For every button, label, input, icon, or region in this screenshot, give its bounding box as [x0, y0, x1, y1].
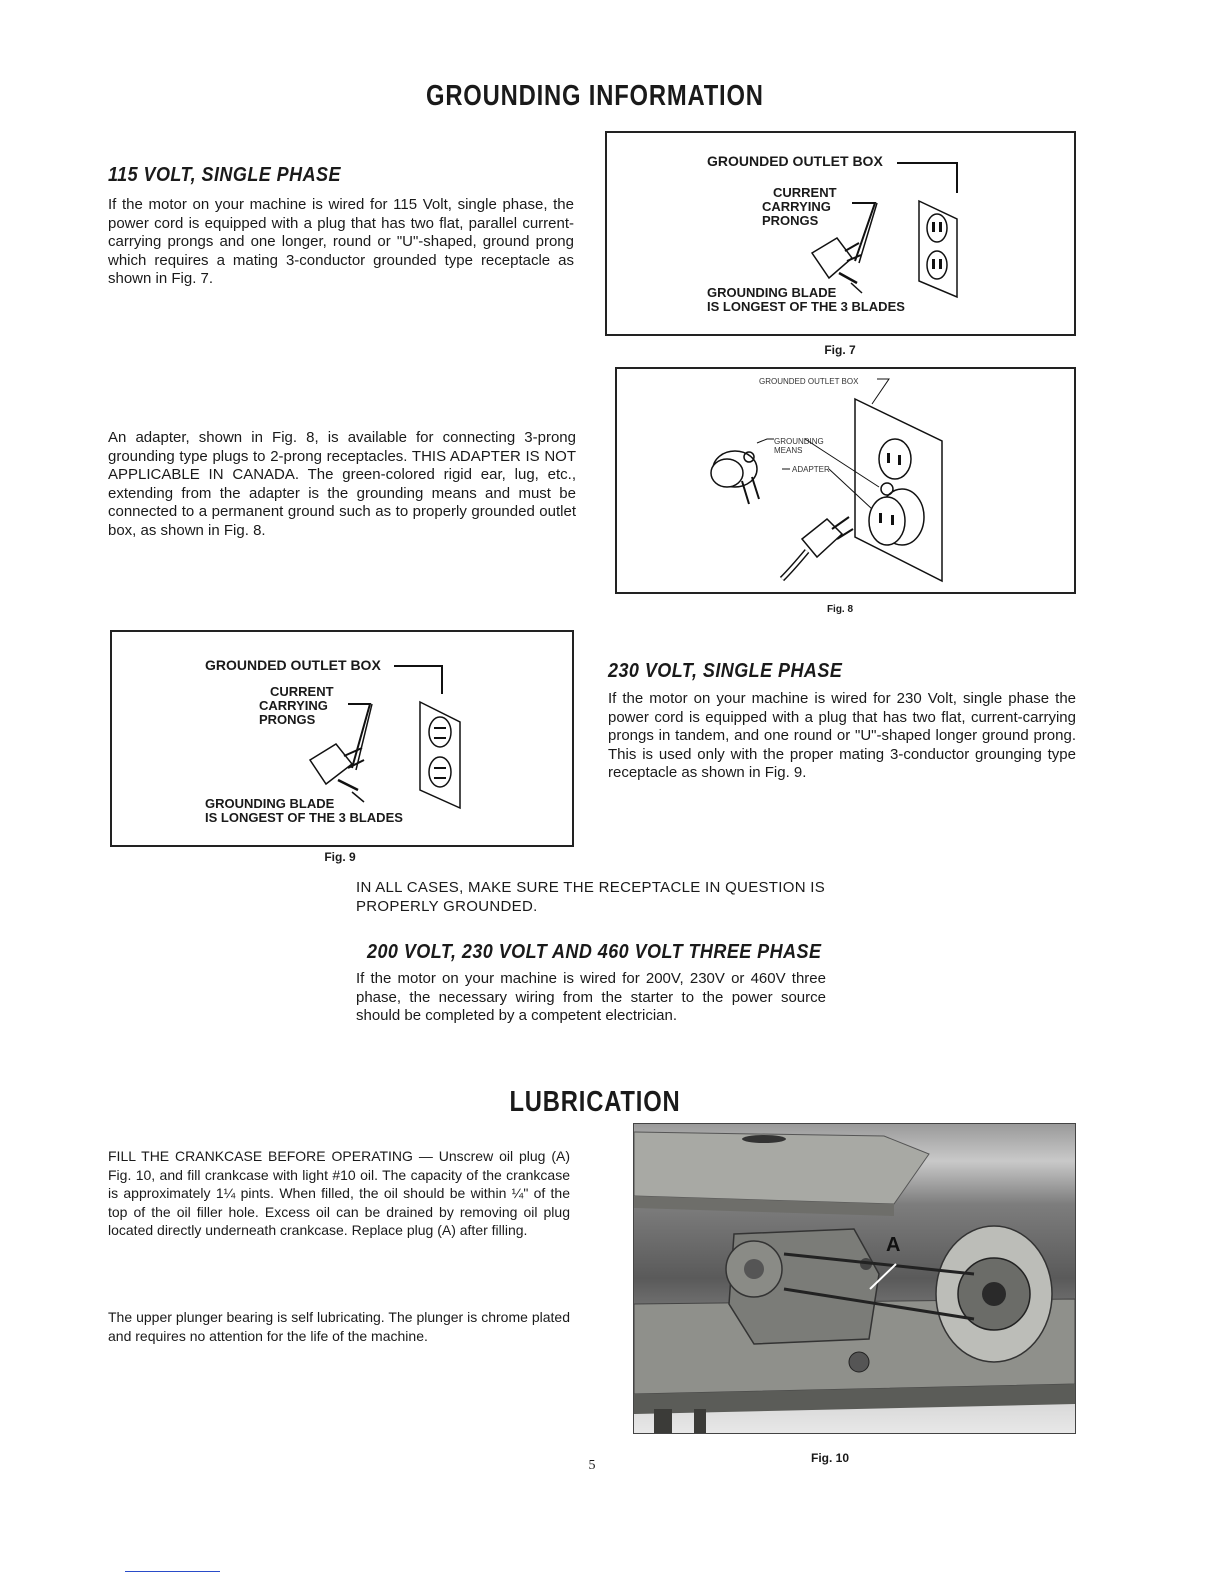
fig-8-caption: Fig. 8	[826, 604, 854, 615]
fig-7-caption: Fig. 7	[824, 343, 856, 357]
section-230-paragraph: If the motor on your machine is wired for 230 Volt, single phase the power cord is equipped with a plug that has two flat, current-carrying prongs in tandem, and one round or "U"-shaped longer ground prong. This is used only with the proper mating 3-conductor grounging type receptacle as shown in Fig. 9.	[608, 690, 1076, 781]
lubrication-paragraph-2: The upper plunger bearing is self lubricating. The plunger is chrome plated and requires no attention for the life of the machine.	[108, 1309, 570, 1344]
fig7-label-blade-1: GROUNDING BLADE	[707, 285, 837, 300]
fig7-label-prongs-1: CURRENT	[773, 185, 837, 200]
fig-9-diagram	[110, 630, 574, 847]
footer-rule	[125, 1571, 220, 1572]
section-heading-115-volt: 115 VOLT, SINGLE PHASE	[108, 164, 341, 186]
fig7-label-prongs-3: PRONGS	[762, 213, 819, 228]
fig8-label-means-1: GROUNDING	[774, 437, 824, 446]
section-heading-three-phase: 200 VOLT, 230 VOLT AND 460 VOLT THREE PHASE	[367, 941, 822, 963]
receptacle-grounded-notice: IN ALL CASES, MAKE SURE THE RECEPTACLE IN QUESTION IS PROPERLY GROUNDED.	[356, 879, 826, 915]
section-heading-230-volt: 230 VOLT, SINGLE PHASE	[608, 660, 843, 682]
fig9-plug-and-receptacle-drawing	[112, 632, 572, 845]
adapter-paragraph: An adapter, shown in Fig. 8, is available for connecting 3-prong grounding type plugs to 2-prong receptacles. THIS ADAPTER IS NOT APPLICABLE IN CANADA. The green-colored rigid ear, lug, etc., extending from the adapter is the grounding means and must be connected to a permanent ground such as to properly grounded outlet box, as shown in Fig. 8.	[108, 429, 576, 539]
fig7-label-outlet-box: GROUNDED OUTLET BOX	[707, 153, 883, 169]
fig8-label-outlet-box: GROUNDED OUTLET BOX	[759, 377, 859, 386]
fig9-label-outlet-box: GROUNDED OUTLET BOX	[205, 657, 381, 673]
fig-7-diagram	[605, 131, 1076, 336]
fig-10-photo	[633, 1123, 1076, 1434]
page-title: GROUNDING INFORMATION	[426, 80, 764, 112]
fig10-machine-illustration	[634, 1124, 1075, 1433]
fig8-label-adapter: ADAPTER	[792, 465, 830, 474]
fig-10-caption: Fig. 10	[810, 1451, 849, 1465]
fig9-label-blade-2: IS LONGEST OF THE 3 BLADES	[205, 810, 403, 825]
fig8-adapter-drawing	[617, 369, 1074, 592]
section-three-phase-paragraph: If the motor on your machine is wired for 200V, 230V or 460V three phase, the necessary wiring from the starter to the power source should be completed by a competent electrician.	[356, 970, 826, 1024]
section-115-paragraph: If the motor on your machine is wired for 115 Volt, single phase, the power cord is equipped with a plug that has two flat, parallel current-carrying prongs and one longer, round or "U"-shaped, ground prong which requires a mating 3-conductor grounded type receptacle as shown in Fig. 7.	[108, 196, 574, 287]
lubrication-paragraph-1: FILL THE CRANKCASE BEFORE OPERATING — Unscrew oil plug (A) Fig. 10, and fill crankcase with light #10 oil. The capacity of the crankcase is approximately 1¼ pints. When filled, the oil should be within ¼" of the top of the oil filler hole. Excess oil can be drained by removing oil plug located directly underneath crankcase. Replace plug (A) after filling.	[108, 1148, 570, 1238]
fig7-label-prongs-2: CARRYING	[762, 199, 831, 214]
fig9-label-prongs-3: PRONGS	[259, 712, 316, 727]
fig9-label-prongs-1: CURRENT	[270, 684, 334, 699]
fig8-label-means-2: MEANS	[774, 446, 803, 455]
fig9-label-blade-1: GROUNDING BLADE	[205, 796, 335, 811]
fig-9-caption: Fig. 9	[324, 850, 356, 864]
fig9-label-prongs-2: CARRYING	[259, 698, 328, 713]
fig7-label-blade-2: IS LONGEST OF THE 3 BLADES	[707, 299, 905, 314]
fig10-label-a: A	[886, 1234, 901, 1256]
page-number: 5	[588, 1458, 596, 1473]
fig7-plug-and-receptacle-drawing	[607, 133, 1074, 334]
lubrication-title: LUBRICATION	[509, 1086, 681, 1118]
fig-8-diagram	[615, 367, 1076, 594]
